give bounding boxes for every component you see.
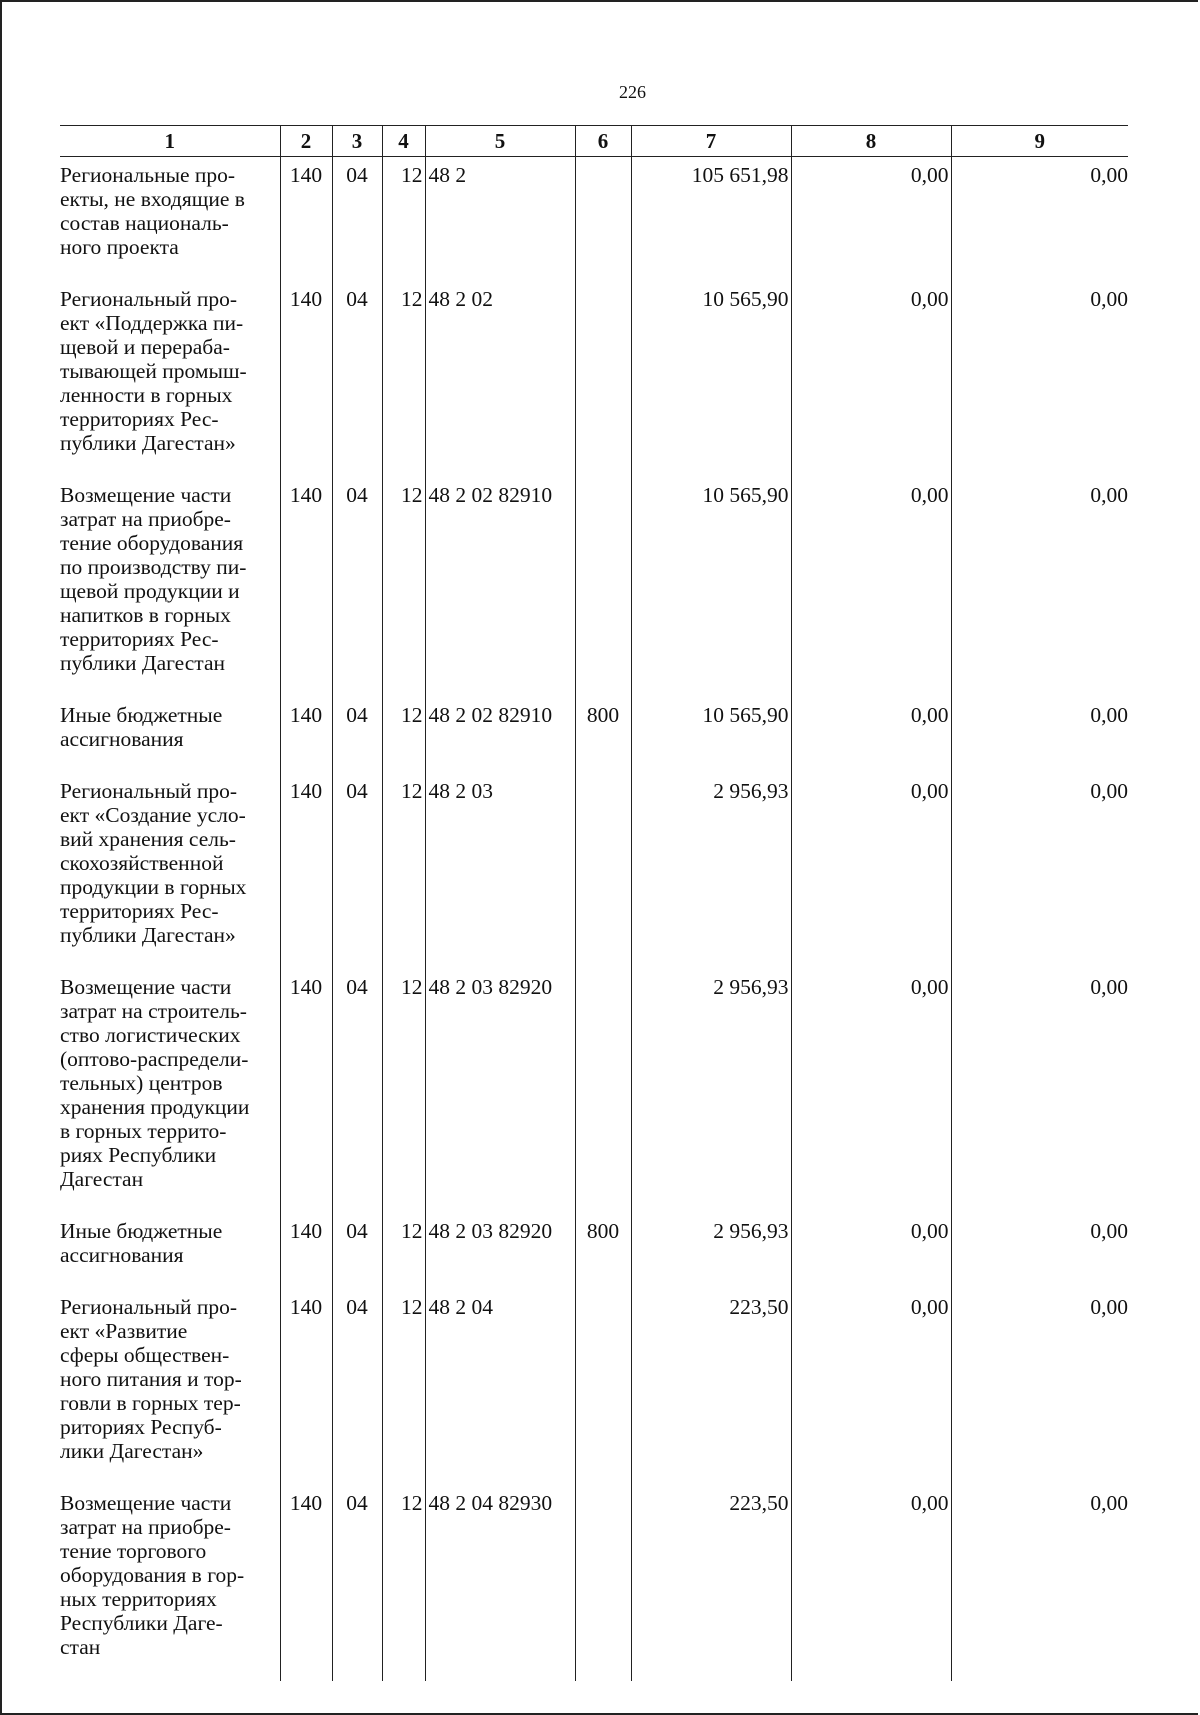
row-name: Возмещение части затрат на приобре- тение торгового оборудования в гор- ных территориях Республики Даге- стан (60, 1491, 245, 1659)
budget-table (60, 125, 1128, 1681)
row-name: Возмещение части затрат на приобре- тение оборудования по производству пи- щевой продукции и напитков в горных территориях Рес- публики Дагестан (60, 483, 247, 675)
table-row (60, 1213, 1128, 1289)
cell-section: 04 (332, 773, 382, 969)
cell-amount-col9: 0,00 (951, 697, 1128, 773)
cell-target-article: 48 2 04 82930 (425, 1485, 575, 1681)
cell-amount-col8: 0,00 (791, 477, 951, 697)
cell-amount-col8: 0,00 (791, 1213, 951, 1289)
cell-amount-col9: 0,00 (951, 1485, 1128, 1681)
cell-expense-type (575, 969, 631, 1213)
row-name: Иные бюджетные ассигнования (60, 703, 223, 751)
cell-section: 04 (332, 477, 382, 697)
table-row (60, 281, 1128, 477)
cell-subsection: 12 (382, 969, 425, 1213)
column-header-6: 6 (575, 126, 631, 157)
cell-subsection: 12 (382, 697, 425, 773)
cell-expense-type: 800 (575, 1213, 631, 1289)
cell-amount-col9: 0,00 (951, 1289, 1128, 1485)
page-number: 226 (619, 82, 646, 102)
cell-expense-type (575, 773, 631, 969)
cell-amount-col8: 0,00 (791, 281, 951, 477)
cell-section: 04 (332, 697, 382, 773)
cell-target-article: 48 2 02 (425, 281, 575, 477)
cell-amount-col8: 0,00 (791, 157, 951, 282)
column-header-1: 1 (60, 126, 280, 157)
cell-amount-col7: 2 956,93 (631, 1213, 791, 1289)
cell-amount-col7: 2 956,93 (631, 773, 791, 969)
cell-subsection: 12 (382, 1289, 425, 1485)
cell-department-code: 140 (280, 1289, 332, 1485)
cell-expense-type (575, 477, 631, 697)
column-header-8: 8 (791, 126, 951, 157)
column-header-4: 4 (382, 126, 425, 157)
cell-amount-col7: 10 565,90 (631, 477, 791, 697)
row-name: Региональный про- ект «Развитие сферы обществен- ного питания и тор- говли в горных тер- риториях Респуб- лики Дагестан» (60, 1295, 242, 1463)
cell-department-code: 140 (280, 281, 332, 477)
cell-department-code: 140 (280, 697, 332, 773)
cell-amount-col7: 2 956,93 (631, 969, 791, 1213)
cell-amount-col9: 0,00 (951, 281, 1128, 477)
cell-expense-type: 800 (575, 697, 631, 773)
cell-department-code: 140 (280, 157, 332, 282)
cell-subsection: 12 (382, 1213, 425, 1289)
cell-target-article: 48 2 (425, 157, 575, 282)
column-header-3: 3 (332, 126, 382, 157)
cell-subsection: 12 (382, 1485, 425, 1681)
table-row (60, 157, 1128, 282)
row-name: Возмещение части затрат на строитель- ство логистических (оптово-распредели- тельных) центров хранения продукции в горных террито- риях Республики Дагестан (60, 975, 250, 1191)
cell-department-code: 140 (280, 477, 332, 697)
cell-amount-col7: 105 651,98 (631, 157, 791, 282)
column-header-7: 7 (631, 126, 791, 157)
cell-section: 04 (332, 1485, 382, 1681)
cell-amount-col8: 0,00 (791, 697, 951, 773)
cell-amount-col9: 0,00 (951, 157, 1128, 282)
cell-amount-col9: 0,00 (951, 773, 1128, 969)
cell-section: 04 (332, 157, 382, 282)
row-name: Иные бюджетные ассигнования (60, 1219, 223, 1267)
cell-department-code: 140 (280, 773, 332, 969)
row-name: Региональные про- екты, не входящие в состав националь- ного проекта (60, 163, 245, 259)
cell-expense-type (575, 281, 631, 477)
cell-target-article: 48 2 02 82910 (425, 697, 575, 773)
cell-amount-col7: 10 565,90 (631, 281, 791, 477)
table-row (60, 773, 1128, 969)
cell-target-article: 48 2 03 82920 (425, 1213, 575, 1289)
cell-amount-col9: 0,00 (951, 1213, 1128, 1289)
cell-subsection: 12 (382, 157, 425, 282)
cell-expense-type (575, 1289, 631, 1485)
cell-amount-col7: 223,50 (631, 1289, 791, 1485)
cell-section: 04 (332, 1213, 382, 1289)
cell-amount-col8: 0,00 (791, 773, 951, 969)
row-name: Региональный про- ект «Поддержка пи- щевой и перераба- тывающей промыш- ленности в горных территориях Рес- публики Дагестан» (60, 287, 247, 455)
cell-amount-col9: 0,00 (951, 969, 1128, 1213)
table-row (60, 1485, 1128, 1681)
cell-target-article: 48 2 03 (425, 773, 575, 969)
cell-department-code: 140 (280, 969, 332, 1213)
cell-expense-type (575, 157, 631, 282)
cell-subsection: 12 (382, 281, 425, 477)
cell-amount-col8: 0,00 (791, 969, 951, 1213)
cell-subsection: 12 (382, 773, 425, 969)
table-body (60, 157, 1128, 1682)
table-row (60, 1289, 1128, 1485)
row-name: Региональный про- ект «Создание усло- вий хранения сель- скохозяйственной продукции в горных территориях Рес- публики Дагестан» (60, 779, 247, 947)
column-header-2: 2 (280, 126, 332, 157)
table-row (60, 697, 1128, 773)
cell-amount-col7: 10 565,90 (631, 697, 791, 773)
cell-amount-col7: 223,50 (631, 1485, 791, 1681)
cell-department-code: 140 (280, 1485, 332, 1681)
cell-target-article: 48 2 02 82910 (425, 477, 575, 697)
column-header-5: 5 (425, 126, 575, 157)
column-header-9: 9 (951, 126, 1128, 157)
cell-amount-col9: 0,00 (951, 477, 1128, 697)
cell-subsection: 12 (382, 477, 425, 697)
cell-section: 04 (332, 1289, 382, 1485)
cell-target-article: 48 2 04 (425, 1289, 575, 1485)
cell-section: 04 (332, 281, 382, 477)
cell-department-code: 140 (280, 1213, 332, 1289)
cell-amount-col8: 0,00 (791, 1289, 951, 1485)
cell-section: 04 (332, 969, 382, 1213)
table-header-row (60, 126, 1128, 157)
cell-expense-type (575, 1485, 631, 1681)
table-row (60, 969, 1128, 1213)
cell-amount-col8: 0,00 (791, 1485, 951, 1681)
table-row (60, 477, 1128, 697)
cell-target-article: 48 2 03 82920 (425, 969, 575, 1213)
